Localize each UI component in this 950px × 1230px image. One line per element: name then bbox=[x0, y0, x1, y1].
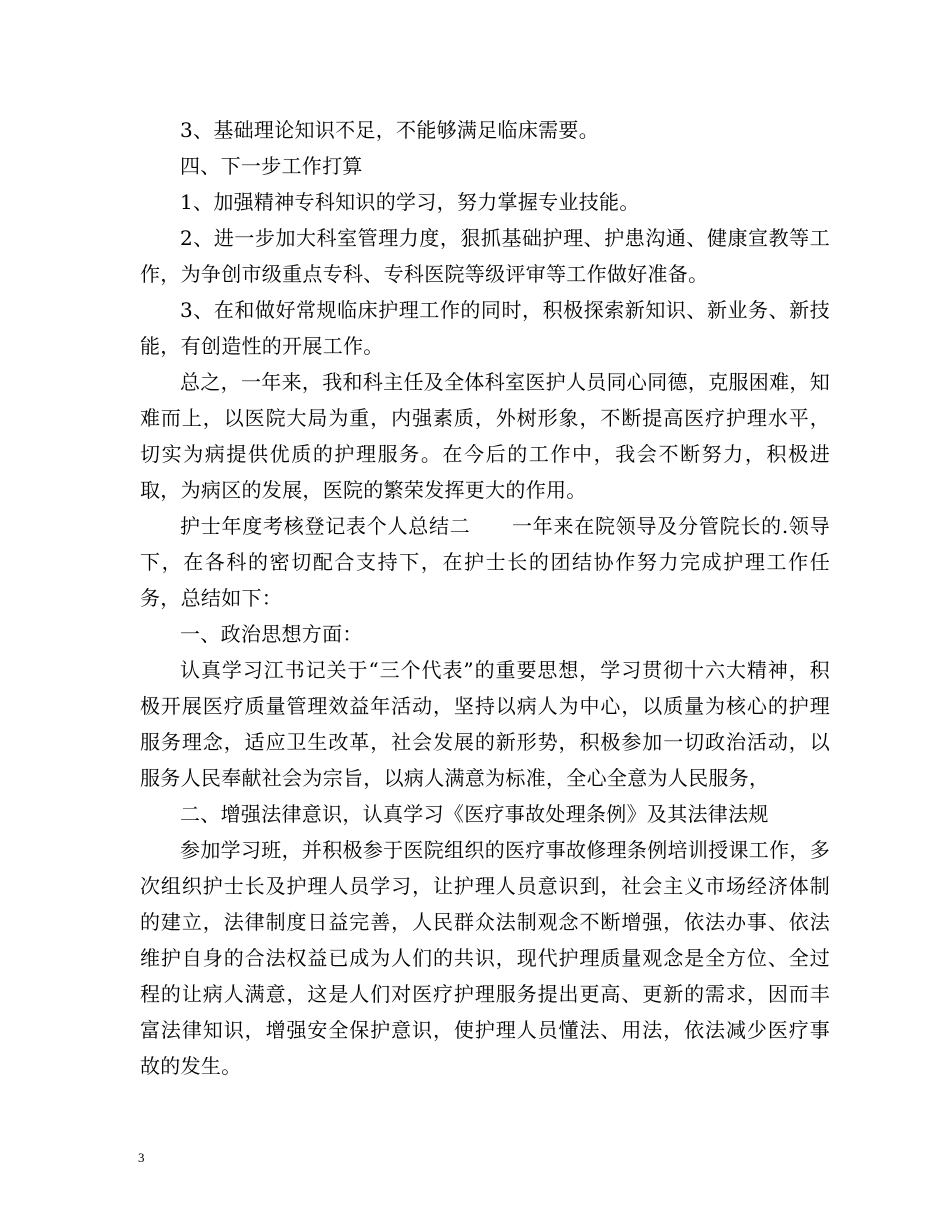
document-body bbox=[140, 112, 830, 1084]
paragraph: 参加学习班，并积极参于医院组织的医疗事故修理条例培训授课工作，多次组织护士长及护理人员学习，让护理人员意识到，社会主义市场经济体制的建立，法律制度日益完善，人民群众法制观念不断增强，依法办事、依法维护自身的合法权益已成为人们的共识，现代护理质量观念是全方位、全过程的让病人满意，这是人们对医疗护理服务提出更高、更新的需求，因而丰富法律知识，增强安全保护意识，使护理人员懂法、用法，依法减少医疗事故的发生。 bbox=[140, 838, 830, 1078]
section-heading: 一、政治思想方面： bbox=[180, 622, 363, 646]
paragraph: 3、基础理论知识不足，不能够满足临床需要。 bbox=[180, 118, 600, 142]
paragraph: 护士年度考核登记表个人总结二 一年来在院领导及分管院长的.领导下，在各科的密切配合支持下，在护士长的团结协作努力完成护理工作任务，总结如下： bbox=[140, 514, 830, 610]
paragraph: 3、在和做好常规临床护理工作的同时，积极探索新知识、新业务、新技能，有创造性的开展工作。 bbox=[140, 298, 830, 358]
section-heading: 二、增强法律意识，认真学习《医疗事故处理条例》及其法律法规 bbox=[180, 802, 769, 826]
paragraph: 总之，一年来，我和科主任及全体科室医护人员同心同德，克服困难，知难而上，以医院大局为重，内强素质，外树形象，不断提高医疗护理水平，切实为病提供优质的护理服务。在今后的工作中，我会不断努力，积极进取，为病区的发展，医院的繁荣发挥更大的作用。 bbox=[140, 370, 830, 502]
paragraph: 2、进一步加大科室管理力度，狠抓基础护理、护患沟通、健康宣教等工作，为争创市级重点专科、专科医院等级评审等工作做好准备。 bbox=[140, 226, 830, 286]
page-number: 3 bbox=[138, 1150, 145, 1165]
section-heading: 四、下一步工作打算 bbox=[180, 154, 363, 178]
paragraph: 1、加强精神专科知识的学习，努力掌握专业技能。 bbox=[180, 190, 640, 214]
paragraph: 认真学习江书记关于“三个代表”的重要思想，学习贯彻十六大精神，积极开展医疗质量管理效益年活动，坚持以病人为中心，以质量为核心的护理服务理念，适应卫生改革，社会发展的新形势，积极参加一切政治活动，以服务人民奉献社会为宗旨，以病人满意为标准，全心全意为人民服务， bbox=[140, 658, 830, 790]
